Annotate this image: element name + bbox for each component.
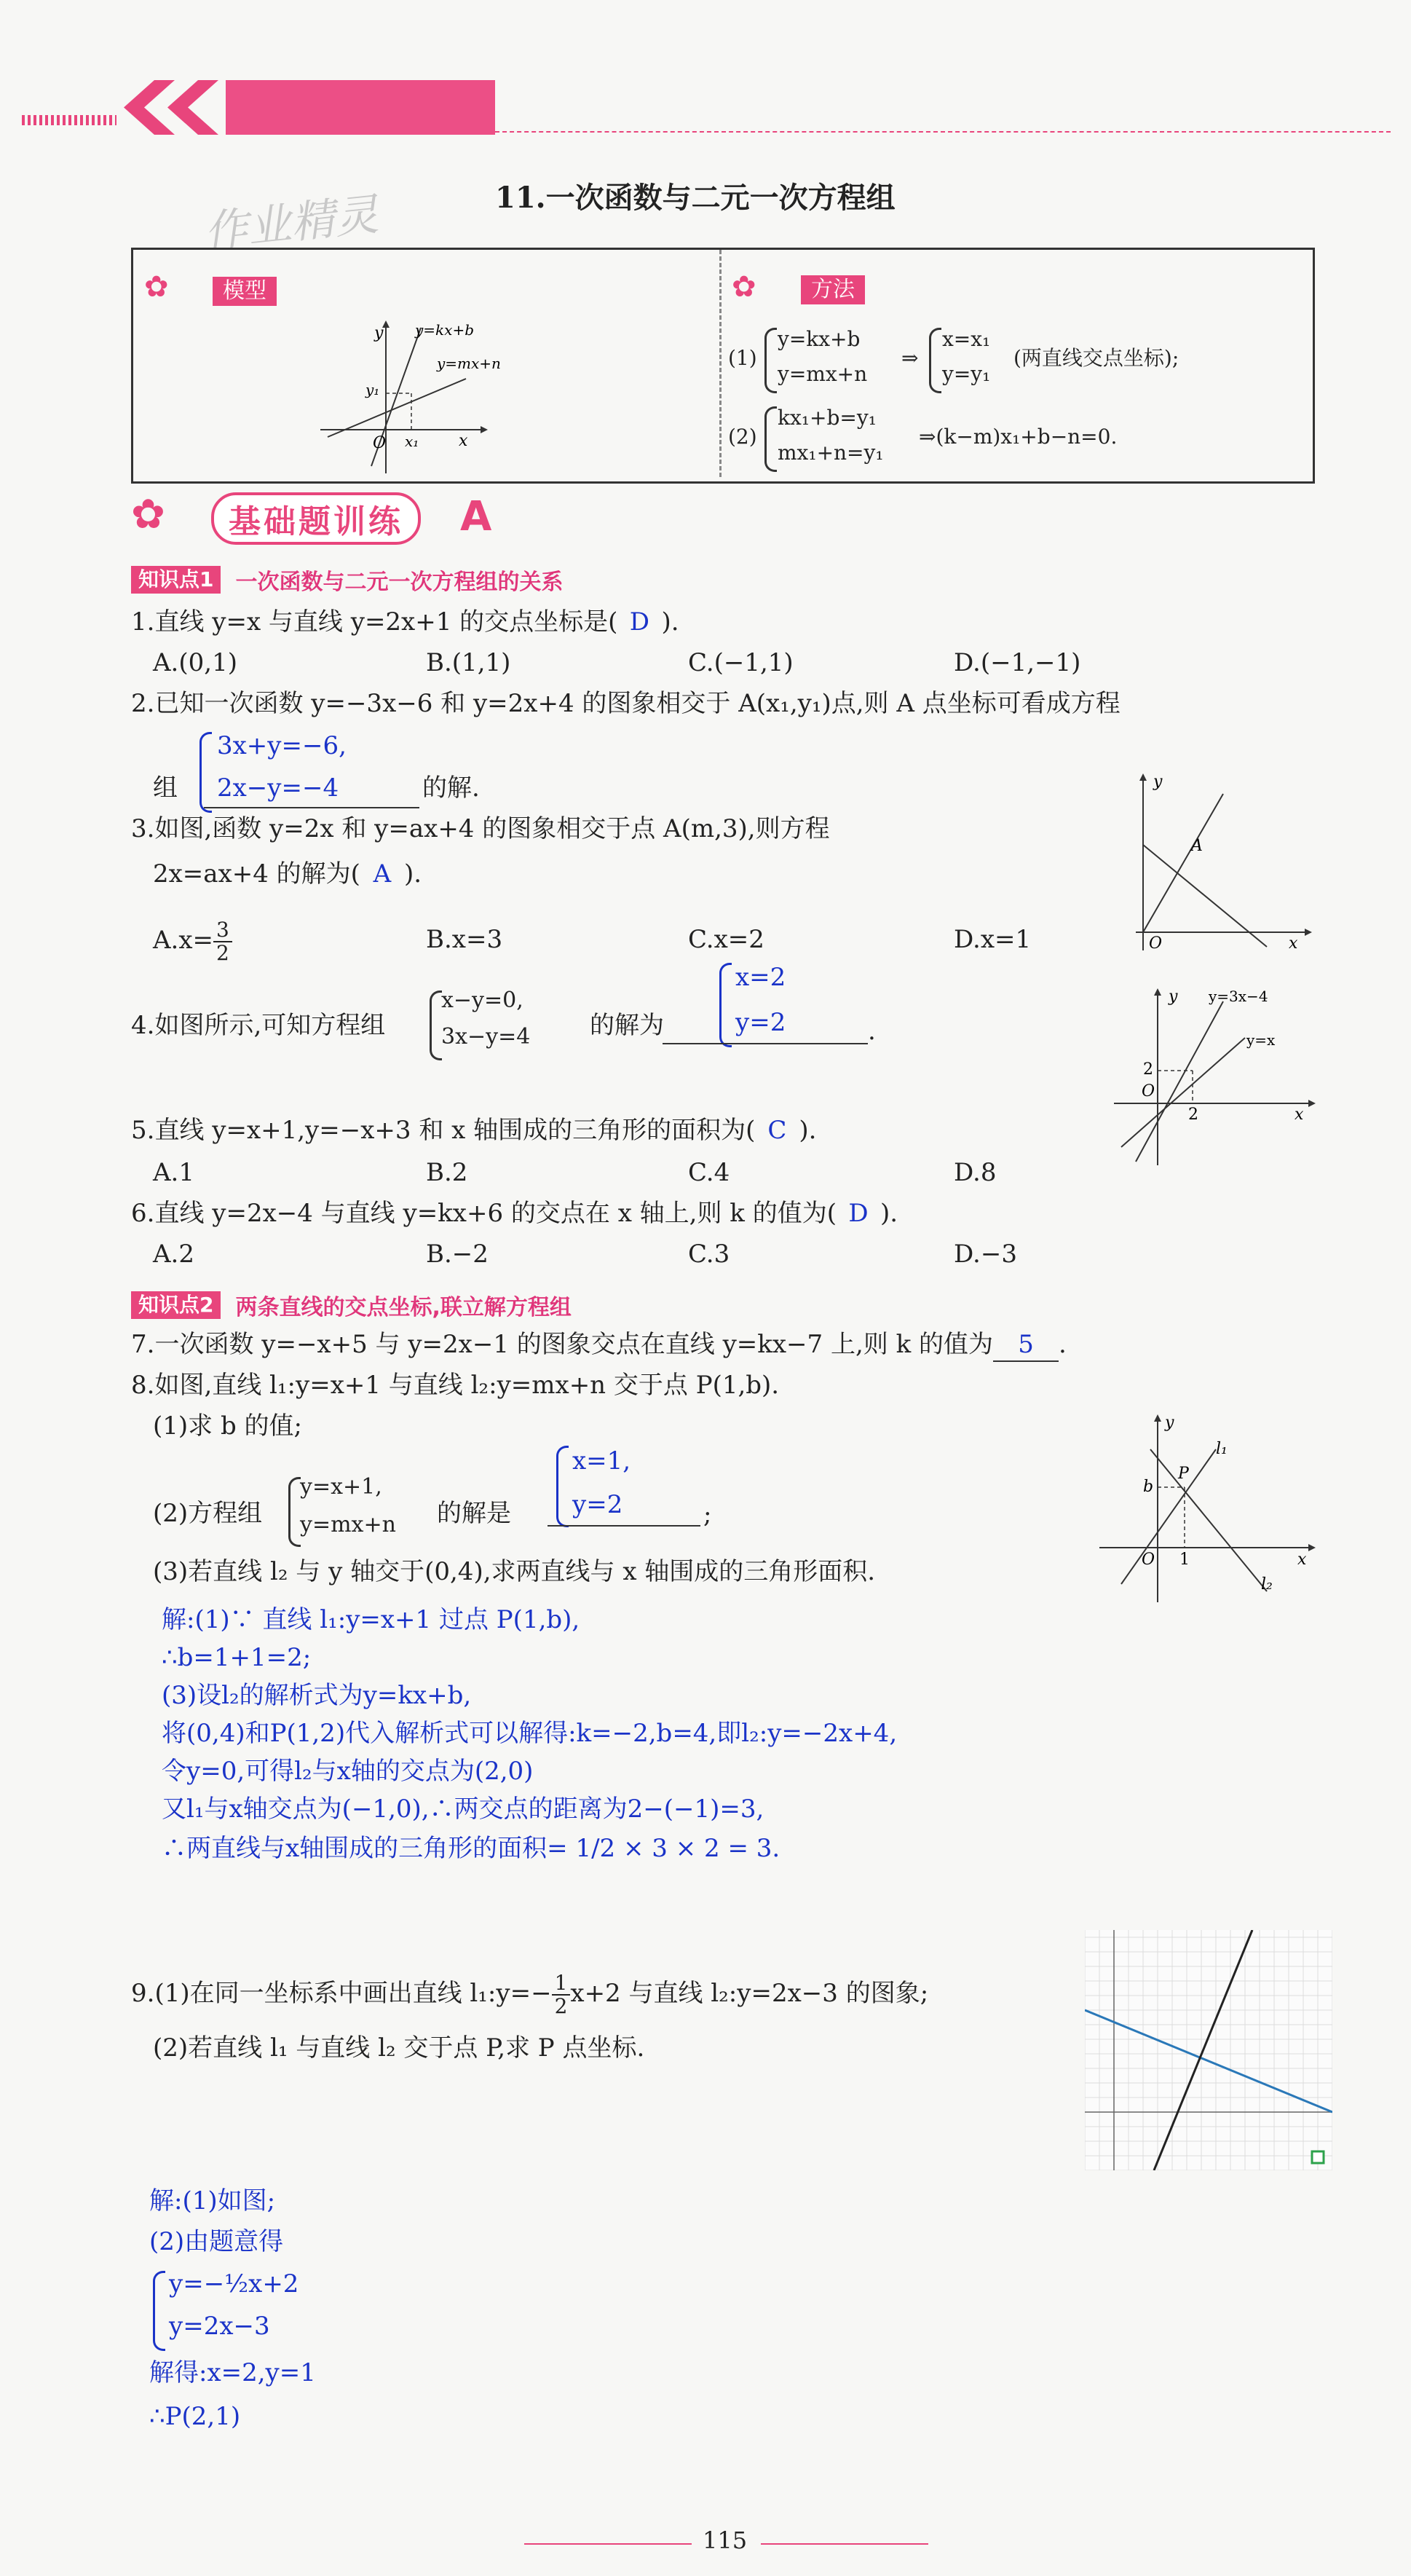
q6-option-b: B.−2 <box>426 1240 489 1269</box>
q1-stem: 1.直线 y=x 与直线 y=2x+1 的交点坐标是( D ). <box>131 607 679 637</box>
method2-number: (2) <box>728 425 757 449</box>
q3-graph-origin: O <box>1149 934 1163 953</box>
q4-graph <box>1107 980 1325 1169</box>
q8-solution-line-3: (3)设l₂的解析式为y=kx+b, <box>162 1681 472 1710</box>
method1-eq2: y=mx+n <box>778 362 868 386</box>
q8-solution-line-7: ∴两直线与x轴围成的三角形的面积= 1/2 × 3 × 2 = 3. <box>162 1834 780 1863</box>
q9-solution-line-4: ∴P(2,1) <box>149 2402 241 2431</box>
q8-part2-end: ; <box>703 1500 712 1529</box>
q4-graph-l2: y=x <box>1246 1031 1276 1049</box>
q8-graph-p: P <box>1178 1465 1189 1483</box>
q4-stem: 4.如图所示,可知方程组 <box>131 1011 386 1040</box>
q3-stem-line2: 2x=ax+4 的解为( A ). <box>153 859 422 889</box>
method2-eq2: mx₁+n=y₁ <box>778 441 884 465</box>
graph-label-origin: O <box>373 434 387 452</box>
q4-eq2: 3x−y=4 <box>441 1024 531 1049</box>
q3-answer: A <box>373 859 392 889</box>
q8-part3: (3)若直线 l₂ 与 y 轴交于(0,4),求两直线与 x 轴围成的三角形面积. <box>153 1557 876 1586</box>
q4-answer-y: y=2 <box>735 1008 786 1037</box>
method2-brace <box>764 406 777 472</box>
q4-graph-x: x <box>1295 1106 1304 1124</box>
model-tag: 模型 <box>213 277 277 306</box>
q4-eq1: x−y=0, <box>441 988 523 1013</box>
q8-graph-x: x <box>1297 1551 1307 1569</box>
q1-option-d: D.(−1,−1) <box>954 648 1081 677</box>
q9-grid-graph <box>1085 1930 1332 2170</box>
q8-solution-line-2: ∴b=1+1=2; <box>162 1643 312 1672</box>
q9-part2: (2)若直线 l₁ 与直线 l₂ 交于点 P,求 P 点坐标. <box>153 2033 645 2063</box>
q6-stem: 6.直线 y=2x−4 与直线 y=kx+6 的交点在 x 轴上,则 k 的值为( D ). <box>131 1199 898 1228</box>
q5-option-d: D.8 <box>954 1158 997 1187</box>
box-divider <box>719 250 722 477</box>
q4-graph-y: y <box>1169 988 1178 1006</box>
q2-answer-eq2: 2x−y=−4 <box>217 773 339 803</box>
method1-result-brace <box>929 328 941 393</box>
q8-graph-y: y <box>1165 1414 1174 1432</box>
q6-option-d: D.−3 <box>954 1240 1017 1269</box>
q3-option-b: B.x=3 <box>426 925 503 954</box>
q5-option-a: A.1 <box>153 1158 194 1187</box>
q4-answer-underline <box>663 1043 868 1044</box>
q3-graph-a: A <box>1191 837 1203 855</box>
q6-option-a: A.2 <box>153 1240 194 1269</box>
header-dashed-rule <box>495 131 1391 133</box>
footer-rule-right <box>761 2543 928 2545</box>
q8-stem: 8.如图,直线 l₁:y=x+1 与直线 l₂:y=mx+n 交于点 P(1,b). <box>131 1371 780 1400</box>
q4-graph-two-y: 2 <box>1143 1060 1153 1079</box>
q8-graph-origin: O <box>1142 1551 1155 1569</box>
q4-graph-l1: y=3x−4 <box>1209 988 1268 1005</box>
model-graph <box>313 313 510 477</box>
q8-answer-brace <box>556 1446 569 1527</box>
q8-part1: (1)求 b 的值; <box>153 1411 302 1441</box>
q8-graph-l1: l₁ <box>1216 1440 1228 1458</box>
q5-stem: 5.直线 y=x+1,y=−x+3 和 x 轴围成的三角形的面积为( C ). <box>131 1116 817 1145</box>
q4-end: . <box>868 1017 876 1046</box>
q8-graph-l2: l₂ <box>1261 1575 1273 1594</box>
header-band <box>22 80 495 135</box>
q1-option-b: B.(1,1) <box>426 648 511 677</box>
q6-answer: D <box>848 1199 869 1228</box>
q6-option-c: C.3 <box>688 1240 730 1269</box>
q8-solution-line-5: 令y=0,可得l₂与x轴的交点为(2,0) <box>162 1757 534 1786</box>
q3-graph <box>1114 765 1318 954</box>
q3-option-d: D.x=1 <box>954 925 1032 954</box>
footer-rule-left <box>524 2543 692 2545</box>
q8-solution-line-1: 解:(1)∵ 直线 l₁:y=x+1 过点 P(1,b), <box>162 1605 580 1634</box>
q2-prefix: 组 <box>153 773 178 803</box>
q8-eq2: y=mx+n <box>300 1512 396 1537</box>
page-number: 115 <box>703 2526 748 2554</box>
q8-solution-line-6: 又l₁与x轴交点为(−1,0),∴两交点的距离为2−(−1)=3, <box>162 1795 764 1824</box>
knowledge-point-2: 知识点2 两条直线的交点坐标,联立解方程组 <box>131 1291 572 1320</box>
graph-label-y: y <box>374 324 384 342</box>
q7-stem: 7.一次函数 y=−x+5 与 y=2x−1 的图象交点在直线 y=kx−7 上,则 k 的值为 5 . <box>131 1328 1067 1362</box>
q9-solution-eq1: y=−½x+2 <box>169 2269 299 2299</box>
method1-r1: x=x₁ <box>942 327 991 351</box>
graph-label-x: x <box>459 432 468 450</box>
q1-option-a: A.(0,1) <box>153 648 237 677</box>
q9-solution-line-2: (2)由题意得 <box>149 2227 284 2256</box>
q4-answer-brace <box>719 963 732 1047</box>
q4-answer-x: x=2 <box>735 963 786 992</box>
section-level: A <box>460 493 492 540</box>
q3-option-c: C.x=2 <box>688 925 764 954</box>
q8-part2-mid: 的解是 <box>437 1499 511 1528</box>
method1-r2: y=y₁ <box>942 362 991 386</box>
method1-arrow: ⇒ <box>901 346 919 370</box>
q8-part2-prefix: (2)方程组 <box>153 1499 263 1528</box>
q8-graph-one: 1 <box>1179 1551 1190 1569</box>
method2-result: ⇒(k−m)x₁+b−n=0. <box>919 425 1118 449</box>
q4-system-brace <box>430 990 442 1060</box>
graph-label-l2: y=mx+n <box>437 355 501 372</box>
q4-graph-origin: O <box>1142 1082 1155 1100</box>
flower-icon: ✿ <box>131 491 165 538</box>
method-tag: 方法 <box>801 275 865 304</box>
q3-option-a: A.x= $\frac{3}{2}$ <box>153 919 232 964</box>
q3-graph-x: x <box>1289 934 1298 953</box>
q1-answer: D <box>629 607 650 637</box>
flower-icon: ✿ <box>144 270 169 304</box>
knowledge-point-1: 知识点1 一次函数与二元一次方程组的关系 <box>131 565 563 594</box>
q8-answer-y: y=2 <box>572 1490 623 1519</box>
graph-label-y1: y₁ <box>365 381 380 398</box>
q9-solution-line-1: 解:(1)如图; <box>149 2186 276 2215</box>
q8-answer-underline <box>548 1525 700 1527</box>
q3-stem-line1: 3.如图,函数 y=2x 和 y=ax+4 的图象相交于点 A(m,3),则方程 <box>131 814 830 843</box>
q2-suffix: 的解. <box>422 773 480 803</box>
q2-answer-eq1: 3x+y=−6, <box>217 731 347 760</box>
q1-option-c: C.(−1,1) <box>688 648 794 677</box>
q5-option-c: C.4 <box>688 1158 730 1187</box>
q8-eq1: y=x+1, <box>300 1474 382 1500</box>
q8-system-brace <box>288 1477 301 1547</box>
q5-option-b: B.2 <box>426 1158 468 1187</box>
q5-answer: C <box>767 1116 787 1145</box>
method2-eq1: kx₁+b=y₁ <box>778 406 877 430</box>
page-title: 11.一次函数与二元一次方程组 <box>495 181 896 215</box>
q4-graph-two-x: 2 <box>1188 1106 1198 1124</box>
section-title: 基础题训练 <box>211 492 421 545</box>
q4-stem-mid: 的解为 <box>590 1011 664 1040</box>
method1-note: (两直线交点坐标); <box>1013 346 1179 370</box>
q9-solution-eq2: y=2x−3 <box>169 2312 270 2341</box>
q9-solution-brace <box>153 2271 165 2351</box>
watermark: 作业精灵 <box>201 189 382 259</box>
q7-answer: 5 <box>993 1328 1059 1362</box>
q9-part1: 9.(1)在同一坐标系中画出直线 l₁:y=− $\frac{1}{2}$ x+2 与直线 l₂:y=2x−3 的图象; <box>131 1971 929 2018</box>
method1-number: (1) <box>728 346 757 370</box>
q3-graph-y: y <box>1153 773 1163 791</box>
flower-icon: ✿ <box>732 270 756 304</box>
method1-brace <box>764 328 777 393</box>
q8-graph-b: b <box>1143 1478 1154 1496</box>
q9-solution-line-3: 解得:x=2,y=1 <box>149 2358 316 2387</box>
q2-stem: 2.已知一次函数 y=−3x−6 和 y=2x+4 的图象相交于 A(x₁,y₁)点,则 A 点坐标可看成方程 <box>131 689 1120 718</box>
graph-label-l1: y=kx+b <box>415 321 475 339</box>
method1-eq1: y=kx+b <box>778 327 861 351</box>
q8-answer-x: x=1, <box>572 1446 631 1476</box>
q2-answer-brace <box>199 732 212 813</box>
q2-answer-underline <box>204 807 419 808</box>
graph-label-x1: x₁ <box>405 433 419 450</box>
q8-solution-line-4: 将(0,4)和P(1,2)代入解析式可以解得:k=−2,b=4,即l₂:y=−2x+4, <box>162 1719 898 1748</box>
q8-graph <box>1092 1406 1325 1602</box>
